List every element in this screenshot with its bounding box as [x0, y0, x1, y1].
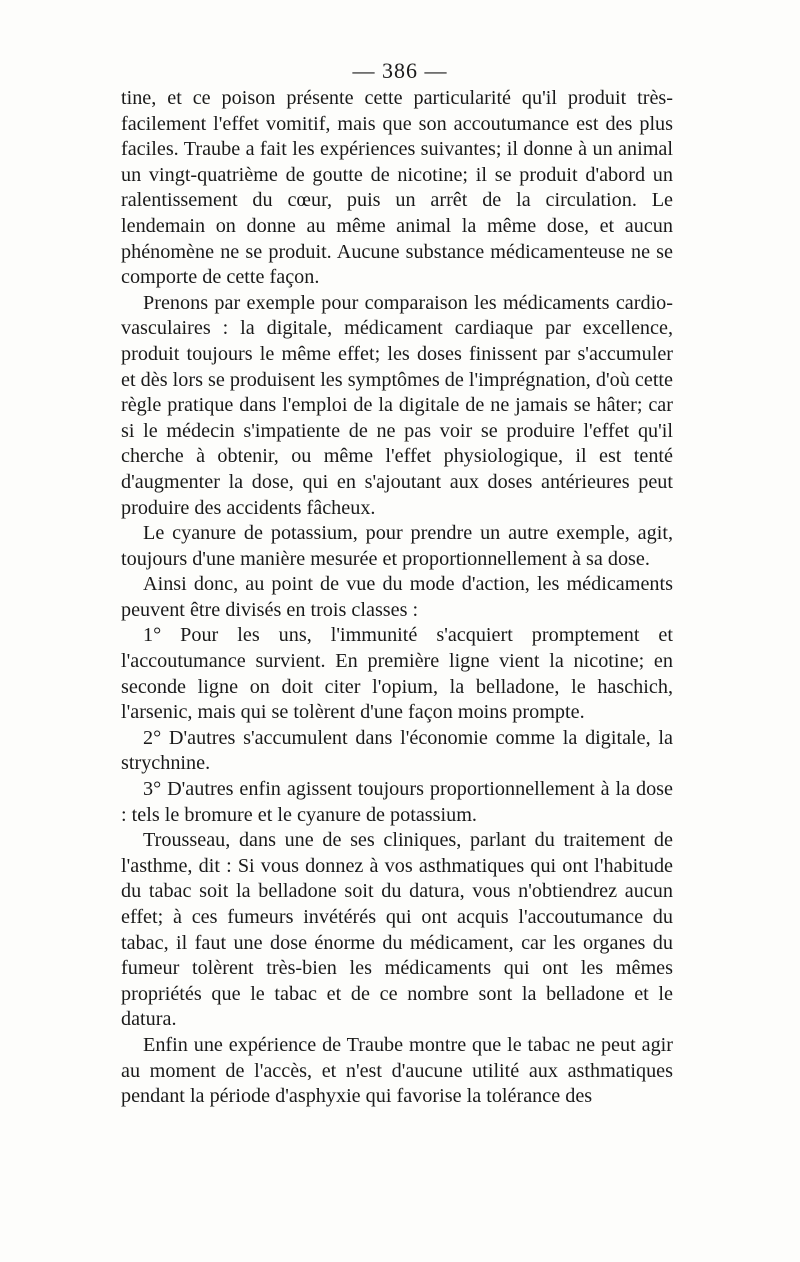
paragraph-classes-intro: Ainsi donc, au point de vue du mode d'action, les médicaments peuvent être divisés en trois classes : — [121, 573, 673, 621]
paragraph-trousseau: Trousseau, dans une de ses cliniques, parlant du traitement de l'asthme, dit : Si vous donnez à vos asthmatiques qui ont l'habitude du tabac soit la belladone soit du datura, vous n'obtiendrez aucun effet; à ces fumeurs invétérés qui ont acquis l'accoutumance du tabac, il faut une dose énorme du médicament, car les organes du fumeur tolèrent très-bien les médicaments qui ont les mêmes propriétés que le tabac et de ce nombre sont la belladone et le datura. — [121, 829, 673, 1031]
paragraph-class-2: 2° D'autres s'accumulent dans l'économie comme la digitale, la strychnine. — [121, 726, 673, 775]
paragraph-cardio-vascular: Prenons par exemple pour comparaison les médicaments cardio-vasculaires : la digitale, médicament cardiaque par excellence, produit toujours le même effet; les doses finissent par s'accumuler et dès lors se produisent les symptômes de l'imprégnation, d'où cette règle pratique dans l'emploi de la digitale de ne jamais se hâter; car si le médecin s'impatiente de ne pas voir se produire l'effet qu'il cherche à obtenir, ou même l'effet physiologique, il est tenté d'augmenter la dose, qui en s'ajoutant aux doses antérieures peut produire des accidents fâcheux. — [121, 291, 673, 519]
paragraph-class-1: 1° Pour les uns, l'immunité s'acquiert promptement et l'accoutumance survient. En première ligne vient la nicotine; en seconde ligne on doit citer l'opium, la belladone, le haschich, l'arsenic, mais qui se tolèrent d'une façon moins prompte. — [121, 624, 673, 724]
body-text — [121, 86, 673, 1110]
page-number: — 386 — — [352, 58, 448, 83]
paragraph-cyanure: Le cyanure de potassium, pour prendre un autre exemple, agit, toujours d'une manière mesurée et proportionnellement à sa dose. — [121, 522, 673, 570]
paragraph-continuation: tine, et ce poison présente cette particularité qu'il produit très-facilement l'effet vomitif, mais que son accoutumance est des plus faciles. Traube a fait les expériences suivantes; il donne à un animal un vingt-quatrième de goutte de nicotine; il se produit d'abord un ralentissement du cœur, puis un arrêt de la circulation. Le lendemain on donne au même animal la même dose, et aucun phénomène ne se produit. Aucune substance médicamenteuse ne se comporte de cette façon. — [121, 87, 673, 289]
paragraph-class-3: 3° D'autres enfin agissent toujours proportionnellement à la dose : tels le bromure et le cyanure de potassium. — [121, 778, 673, 826]
paragraph-traube-experiment: Enfin une expérience de Traube montre que le tabac ne peut agir au moment de l'accès, et n'est d'aucune utilité aux asthmatiques pendant la période d'asphyxie qui favorise la tolérance des — [121, 1033, 673, 1108]
